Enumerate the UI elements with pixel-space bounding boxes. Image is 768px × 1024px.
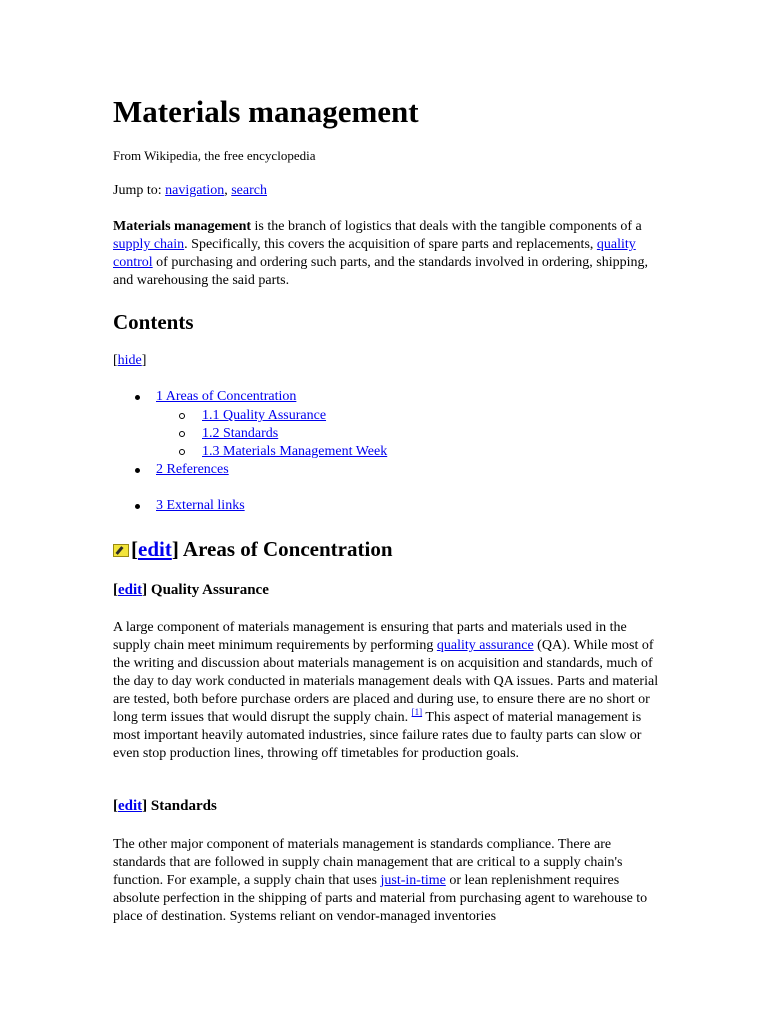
tagline: From Wikipedia, the free encyclopedia <box>113 148 316 163</box>
toc-link-quality-assurance[interactable]: 1.1 Quality Assurance <box>202 408 327 423</box>
edit-bracket-open: [ <box>131 537 138 561</box>
standards-text-1: The other major component of materials management is standards compliance. There are standards that are followed in supply chain management that are critical to a supply chain's function. For example, a supply chain that uses <box>113 837 623 888</box>
quality-text-1: A large component of materials management is ensuring that parts and materials used in the supply chain meet minimum requirements by performing <box>113 620 627 653</box>
toc-subbullet <box>179 413 185 419</box>
toc-item <box>202 407 326 425</box>
section-heading-quality <box>113 581 269 600</box>
edit-bracket-open: [ <box>113 798 118 814</box>
section-title-quality: Quality Assurance <box>147 582 269 598</box>
toc-toggle-close: ] <box>141 353 147 368</box>
intro-text-1: is the branch of logistics that deals with the tangible components of a <box>251 219 642 234</box>
toc-link-references[interactable]: 2 References <box>156 462 229 477</box>
edit-link-areas[interactable]: edit <box>138 537 172 561</box>
toc-bullet <box>135 468 140 473</box>
section-title-areas: Areas of Concentration <box>178 537 393 561</box>
jump-to-label: Jump to: <box>113 183 166 198</box>
toc-toggle <box>113 352 146 370</box>
pencil-icon[interactable] <box>113 544 129 557</box>
just-in-time-link[interactable]: just-in-time <box>380 873 446 888</box>
quality-paragraph <box>113 619 661 763</box>
edit-bracket-close: ] <box>171 537 179 561</box>
toc-title: Contents <box>113 310 194 334</box>
toc-subbullet <box>179 449 185 455</box>
toc-link-materials-management-week[interactable]: 1.3 Materials Management Week <box>202 444 388 459</box>
jump-separator: , <box>224 183 232 198</box>
quality-assurance-link[interactable]: quality assurance <box>436 638 534 653</box>
standards-text-2: or lean replenishment requires absolute perfection in the shipping of parts and material from purchasing agent to warehouse to place of destination. Systems reliant on vendor-managed inventories <box>113 873 648 924</box>
toc-hide-link[interactable]: hide <box>117 353 142 368</box>
citation-link[interactable]: [1] <box>411 707 423 717</box>
intro-text-3: of purchasing and ordering such parts, and the standards involved in ordering, shipping, and warehousing the said parts. <box>113 255 648 288</box>
intro-text-2: . Specifically, this covers the acquisition of spare parts and replacements, <box>184 237 597 252</box>
edit-bracket-open: [ <box>113 582 118 598</box>
intro-bold-term: Materials management <box>113 219 252 234</box>
edit-bracket-close: ] <box>142 582 148 598</box>
toc-link-areas-of-concentration[interactable]: 1 Areas of Concentration <box>156 389 297 404</box>
standards-paragraph <box>113 836 661 926</box>
toc-item <box>202 425 278 443</box>
toc-item <box>202 443 387 461</box>
toc-bullet <box>135 395 140 400</box>
section-heading-standards <box>113 797 217 816</box>
edit-bracket-close: ] <box>142 798 148 814</box>
jump-navigation-link[interactable]: navigation <box>165 183 225 198</box>
toc-toggle-open: [ <box>113 353 118 368</box>
supply-chain-link[interactable]: supply chain <box>113 237 185 252</box>
toc-link-standards[interactable]: 1.2 Standards <box>202 426 279 441</box>
quality-text-2: (QA). While most of the writing and discussion about materials management is on acquisition and standards, much of the day to day work conducted in materials management deals with QA issues. Parts and material are tested, both before purchase orders are placed and during use, to ensure there are no short or long term issues that would disrupt the supply chain. <box>113 638 659 725</box>
edit-link-quality[interactable]: edit <box>118 582 143 598</box>
jump-search-link[interactable]: search <box>231 183 267 198</box>
toc-item <box>156 388 296 406</box>
toc-link-external-links[interactable]: 3 External links <box>156 498 245 513</box>
toc-bullet <box>135 504 140 509</box>
section-heading-areas <box>113 536 393 562</box>
quality-control-link[interactable]: quality control <box>113 237 636 270</box>
toc-subbullet <box>179 431 185 437</box>
quality-text-3: This aspect of material management is most important heavily automated industries, since failure rates due to faulty parts can slow or even stop production lines, throwing off timetables for production goals. <box>113 710 642 761</box>
jump-to <box>113 182 267 199</box>
page-title: Materials management <box>113 94 419 129</box>
toc-item <box>156 461 229 479</box>
edit-link-standards[interactable]: edit <box>118 798 143 814</box>
section-title-standards: Standards <box>147 798 217 814</box>
toc-item <box>156 497 245 515</box>
intro-paragraph <box>113 218 661 290</box>
